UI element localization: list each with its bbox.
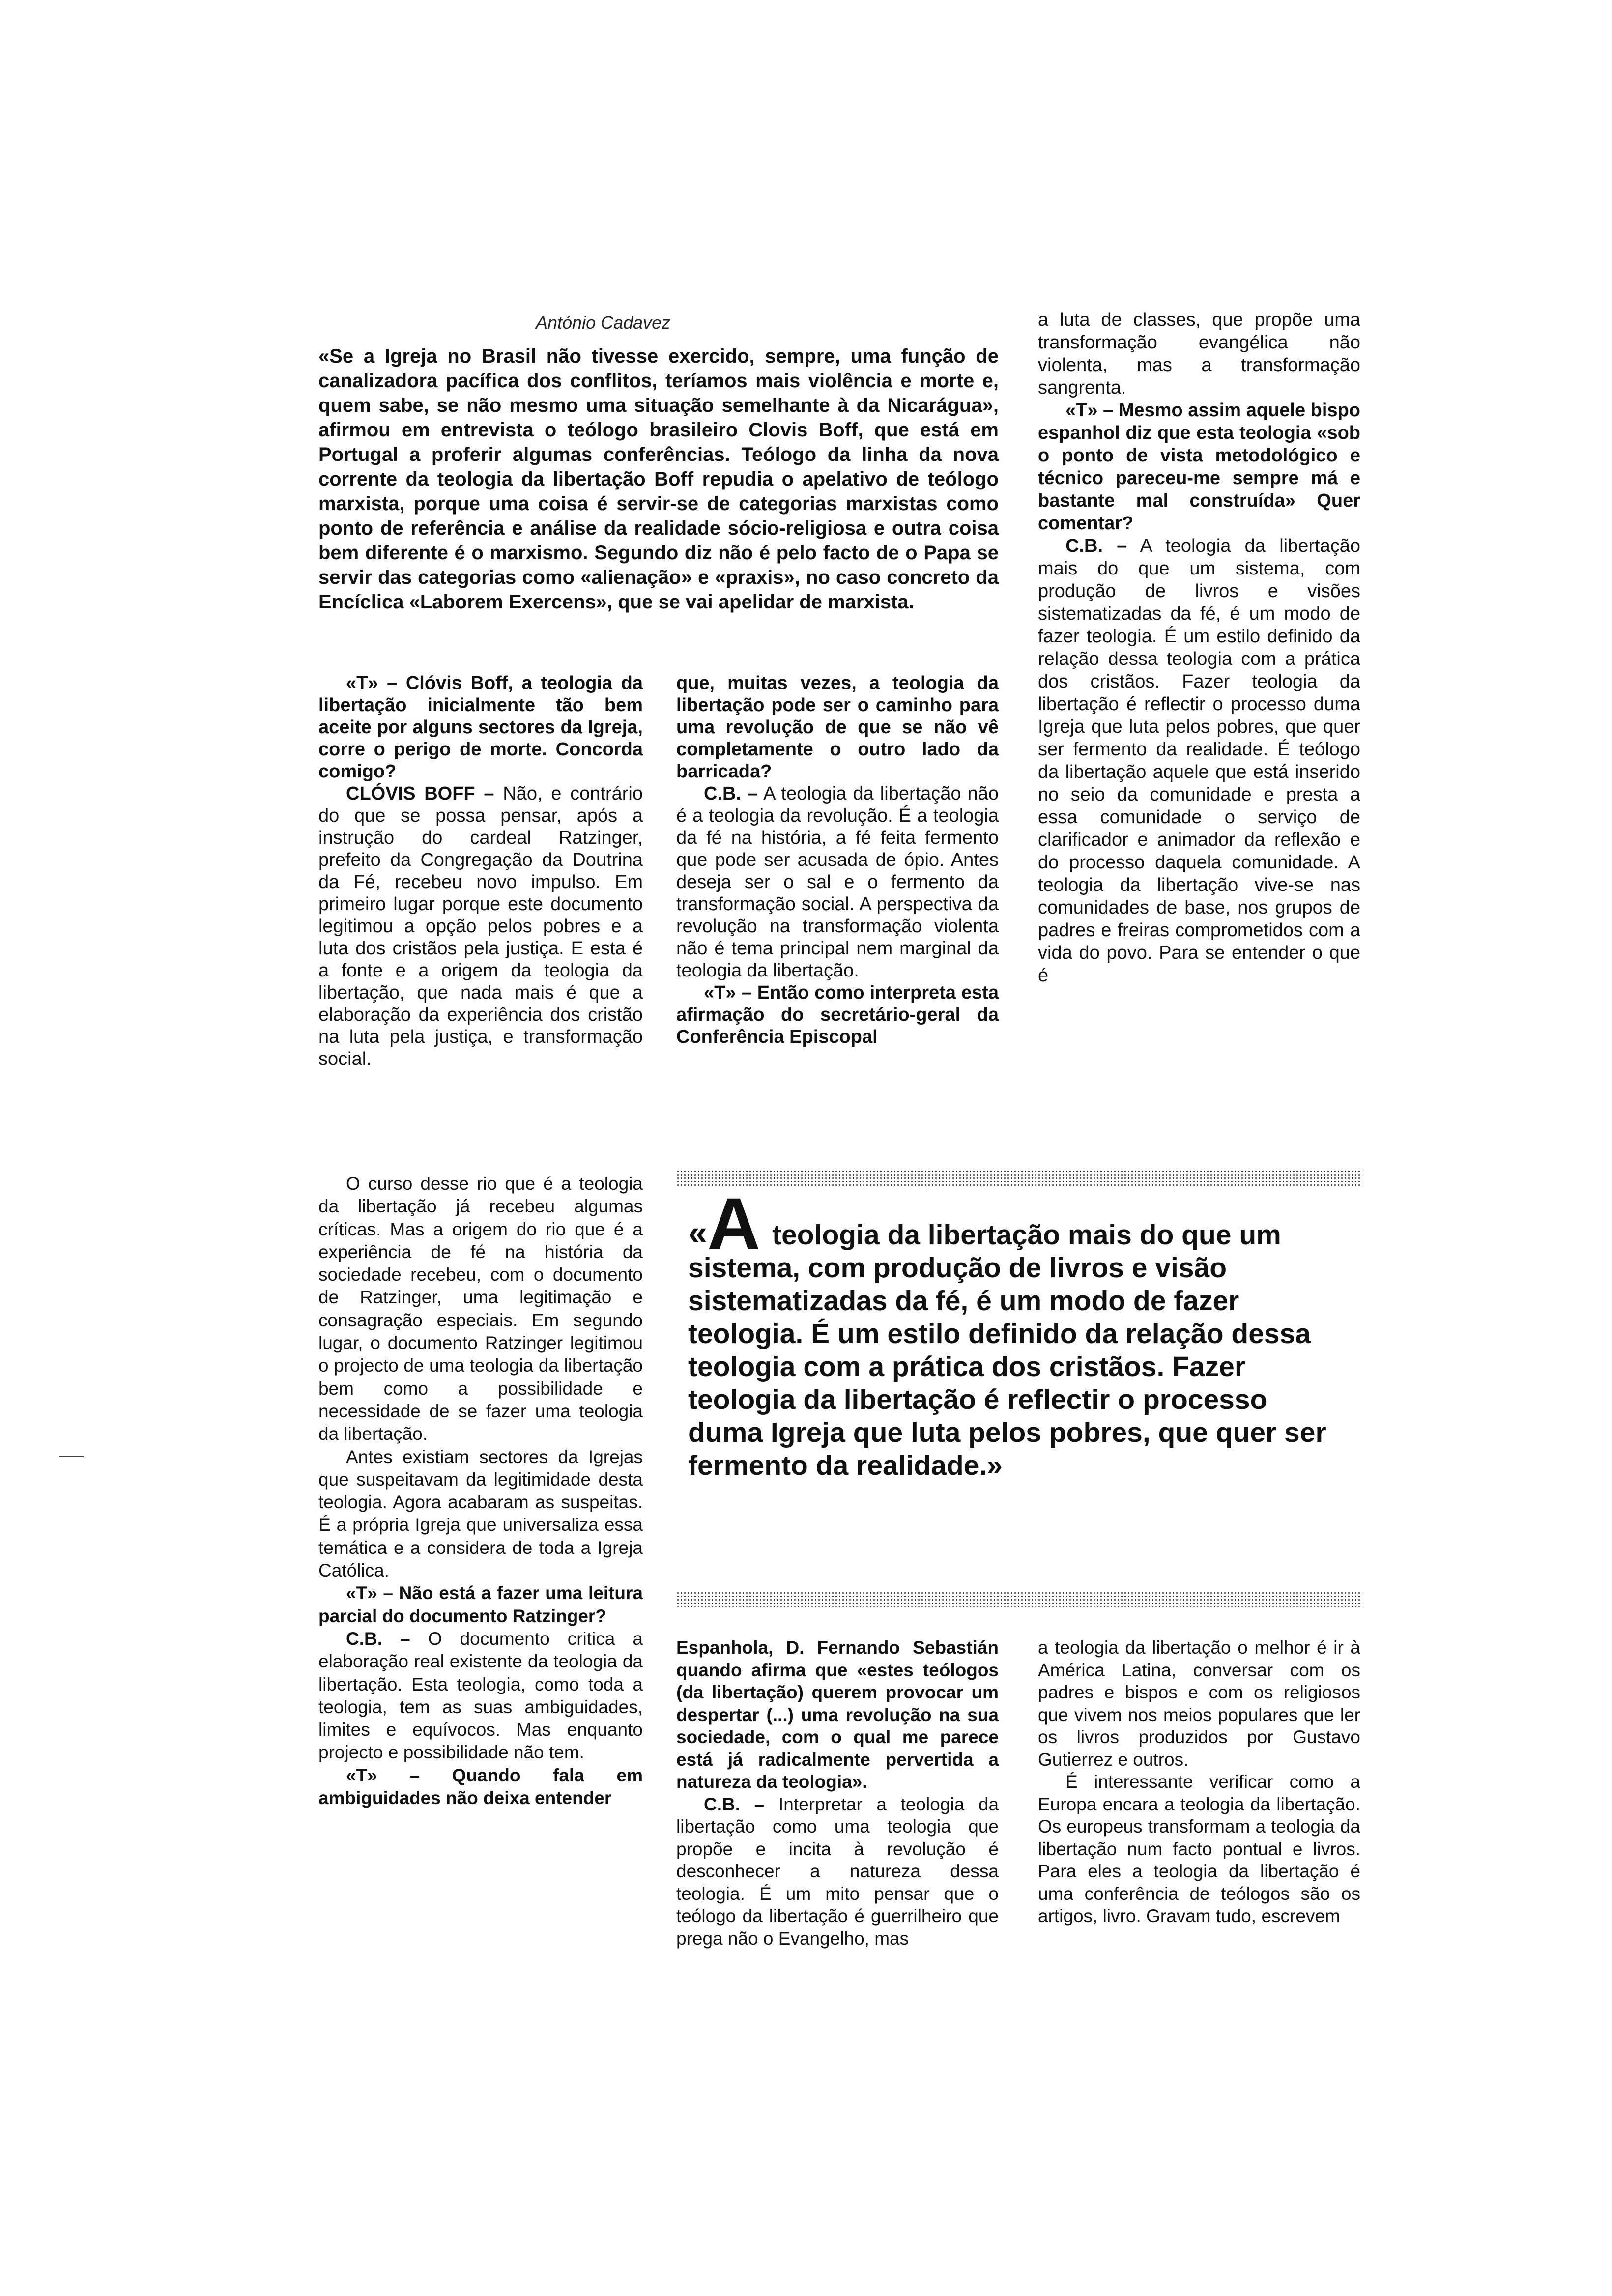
question-paragraph bbox=[676, 982, 999, 1048]
pullquote-drop-letter: A bbox=[707, 1182, 761, 1265]
question-text: Então como interpreta esta afirmação do secretário-geral da Conferência Episcopal bbox=[676, 982, 999, 1047]
interviewee-label: C.B. – bbox=[704, 783, 758, 804]
question-text: Clóvis Boff, a teologia da libertação inicialmente tão bem aceite por alguns sectores da Igreja, corre o perigo de morte. Concorda comigo? bbox=[318, 673, 643, 782]
body-continuation: a teologia da libertação o melhor é ir à América Latina, conversar com os padres e bispos e com os religiosos que vivem nos meios populares que ler os livros produzidos por Gustavo Gutierrez e outros. bbox=[1038, 1637, 1360, 1770]
interviewee-label: C.B. – bbox=[704, 1794, 765, 1814]
body-paragraph: Antes existiam sectores da Igrejas que suspeitavam da legitimidade desta teologia. Agora acabaram as suspeitas. É a própria Igreja que universaliza essa temática e a considera de toda a Igreja Católica. bbox=[318, 1446, 643, 1581]
column-b-bottom bbox=[676, 1636, 999, 1950]
pullquote bbox=[688, 1182, 1342, 1482]
interviewer-label: «T» – bbox=[346, 1765, 420, 1785]
question-continuation: Espanhola, D. Fernando Sebastián quando afirma que «estes teólogos (da libertação) querem provocar um despertar (...) uma revolução na sua sociedade, com o qual me parece está já radicalmente pervertida a natureza da teologia». bbox=[676, 1637, 999, 1792]
question-text: Não está a fazer uma leitura parcial do documento Ratzinger? bbox=[318, 1583, 643, 1626]
interviewee-label: C.B. – bbox=[346, 1628, 410, 1649]
column-c-top bbox=[1038, 309, 1360, 987]
column-b-top bbox=[676, 672, 999, 1048]
pullquote-bottom-band bbox=[676, 1591, 1362, 1608]
interviewer-label: «T» – bbox=[346, 673, 398, 693]
answer-paragraph bbox=[676, 783, 999, 982]
lead-paragraph: «Se a Igreja no Brasil não tivesse exercido, sempre, uma função de canalizadora pacífica dos conflitos, teríamos mais violência e morte e, quem sabe, se não mesmo uma situação semelhante à da Nicarágua», afirmou em entrevista o teólogo brasileiro Clovis Boff, que está em Portugal a proferir algumas conferências. Teólogo da linha da nova corrente da teologia da libertação Boff repudia o apelativo de teólogo marxista, porque uma coisa é servir-se de categorias marxistas como ponto de referência e análise da realidade sócio-religiosa e outra coisa bem diferente é o marxismo. Segundo diz não é pelo facto de o Papa se servir das categorias como «alienação» e «praxis», no caso concreto da Encíclica «Laborem Exercens», que se vai apelidar de marxista. bbox=[318, 345, 999, 613]
question-paragraph bbox=[318, 1582, 643, 1628]
question-continuation: que, muitas vezes, a teologia da libertação pode ser o caminho para uma revolução de que se não vê completamente o outro lado da barricada? bbox=[676, 673, 999, 782]
question-paragraph bbox=[318, 672, 643, 783]
margin-mark bbox=[59, 1456, 84, 1457]
interviewee-label: C.B. – bbox=[1065, 536, 1127, 556]
column-a-top bbox=[318, 672, 643, 1070]
question-paragraph bbox=[1038, 399, 1360, 535]
body-paragraph: O curso desse rio que é a teologia da libertação já recebeu algumas críticas. Mas a origem do rio que é a experiência de fé na história da sociedade recebeu, com o documento de Ratzinger, uma legitimação e consagração especiais. Em segundo lugar, o documento Ratzinger legitimou o projecto de uma teologia da libertação bem como a possibilidade e necessidade de se fazer uma teologia da libertação. bbox=[318, 1174, 643, 1444]
column-c-bottom bbox=[1038, 1636, 1360, 1927]
body-continuation: a luta de classes, que propõe uma transformação evangélica não violenta, mas a transformação sangrenta. bbox=[1038, 310, 1360, 398]
pullquote-top-band bbox=[676, 1170, 1362, 1186]
answer-text: Interpretar a teologia da libertação como uma teologia que propõe e incita à revolução é desconhecer a natureza dessa teologia. É um mito pensar que o teólogo da libertação é guerrilheiro que prega não o Evangelho, mas bbox=[676, 1794, 999, 1949]
interviewer-label: «T» – bbox=[346, 1583, 393, 1604]
question-text: Mesmo assim aquele bispo espanhol diz que esta teologia «sob o ponto de vista metodológico e técnico pareceu-me sempre má e bastante mal construída» Quer comentar? bbox=[1038, 400, 1361, 534]
question-paragraph bbox=[318, 1764, 643, 1810]
pullquote-open-mark: « bbox=[688, 1213, 707, 1252]
author-byline: António Cadavez bbox=[536, 313, 671, 333]
column-a-bottom bbox=[318, 1173, 643, 1809]
interviewer-label: «T» – bbox=[1065, 400, 1114, 421]
answer-paragraph bbox=[1038, 535, 1360, 987]
body-paragraph: É interessante verificar como a Europa encara a teologia da libertação. Os europeus transformam a teologia da libertação num facto pontual e livros. Para eles a teologia da libertação é uma conferência de teólogos são os artigos, livro. Gravam tudo, escrevem bbox=[1038, 1772, 1360, 1926]
answer-text: A teologia da libertação mais do que um sistema, com produção de livros e visões sistematizadas da fé, é um modo de fazer teologia. É um estilo definido da relação dessa teologia com a prática dos cristãos. Fazer teologia da libertação é reflectir o processo duma Igreja que luta pelos pobres, que quer ser fermento da realidade. É teólogo da libertação aquele que está inserido no seio da comunidade e presta a essa comunidade o serviço de clarificador e animador da reflexão e do processo daquela comunidade. A teologia da libertação vive-se nas comunidades de base, nos grupos de padres e freiras comprometidos com a vida do povo. Para se entender o que é bbox=[1038, 536, 1360, 986]
answer-text: A teologia da libertação não é a teologia da revolução. É a teologia da fé na história, a fé feita fermento que pode ser acusada de ópio. Antes deseja ser o sal e o fermento da transformação social. A perspectiva da revolução na transformação violenta não é tema principal nem marginal da teologia da libertação. bbox=[676, 783, 999, 981]
answer-paragraph bbox=[318, 783, 643, 1070]
answer-text: O documento critica a elaboração real existente da teologia da libertação. Esta teologia, como toda a teologia, tem as suas ambiguidades, limites e equívocos. Mas enquanto projecto e possibilidade não tem. bbox=[318, 1628, 643, 1763]
answer-text: Não, e contrário do que se possa pensar, após a instrução do cardeal Ratzinger, prefeito da Congregação da Doutrina da Fé, recebeu novo impulso. Em primeiro lugar porque este documento legitimou a opção pelos pobres e a luta dos cristãos pela justiça. E esta é a fonte e a origem da teologia da libertação, que nada mais é que a elaboração da experiência dos cristão na luta pela justiça, e transformação social. bbox=[318, 783, 643, 1069]
question-text: Quando fala em ambiguidades não deixa entender bbox=[318, 1765, 643, 1808]
answer-paragraph bbox=[676, 1793, 999, 1950]
interviewer-label: «T» – bbox=[704, 982, 752, 1003]
pullquote-text: teologia da libertação mais do que um sistema, com produção de livros e visão sistematizadas da fé, é um modo de fazer teologia. É um estilo definido da relação dessa teologia com a prática dos cristãos. Fazer teologia da libertação é reflectir o processo duma Igreja que luta pelos pobres, que quer ser fermento da realidade.» bbox=[688, 1219, 1326, 1481]
interviewee-label: CLÓVIS BOFF – bbox=[346, 783, 494, 804]
answer-paragraph bbox=[318, 1628, 643, 1764]
